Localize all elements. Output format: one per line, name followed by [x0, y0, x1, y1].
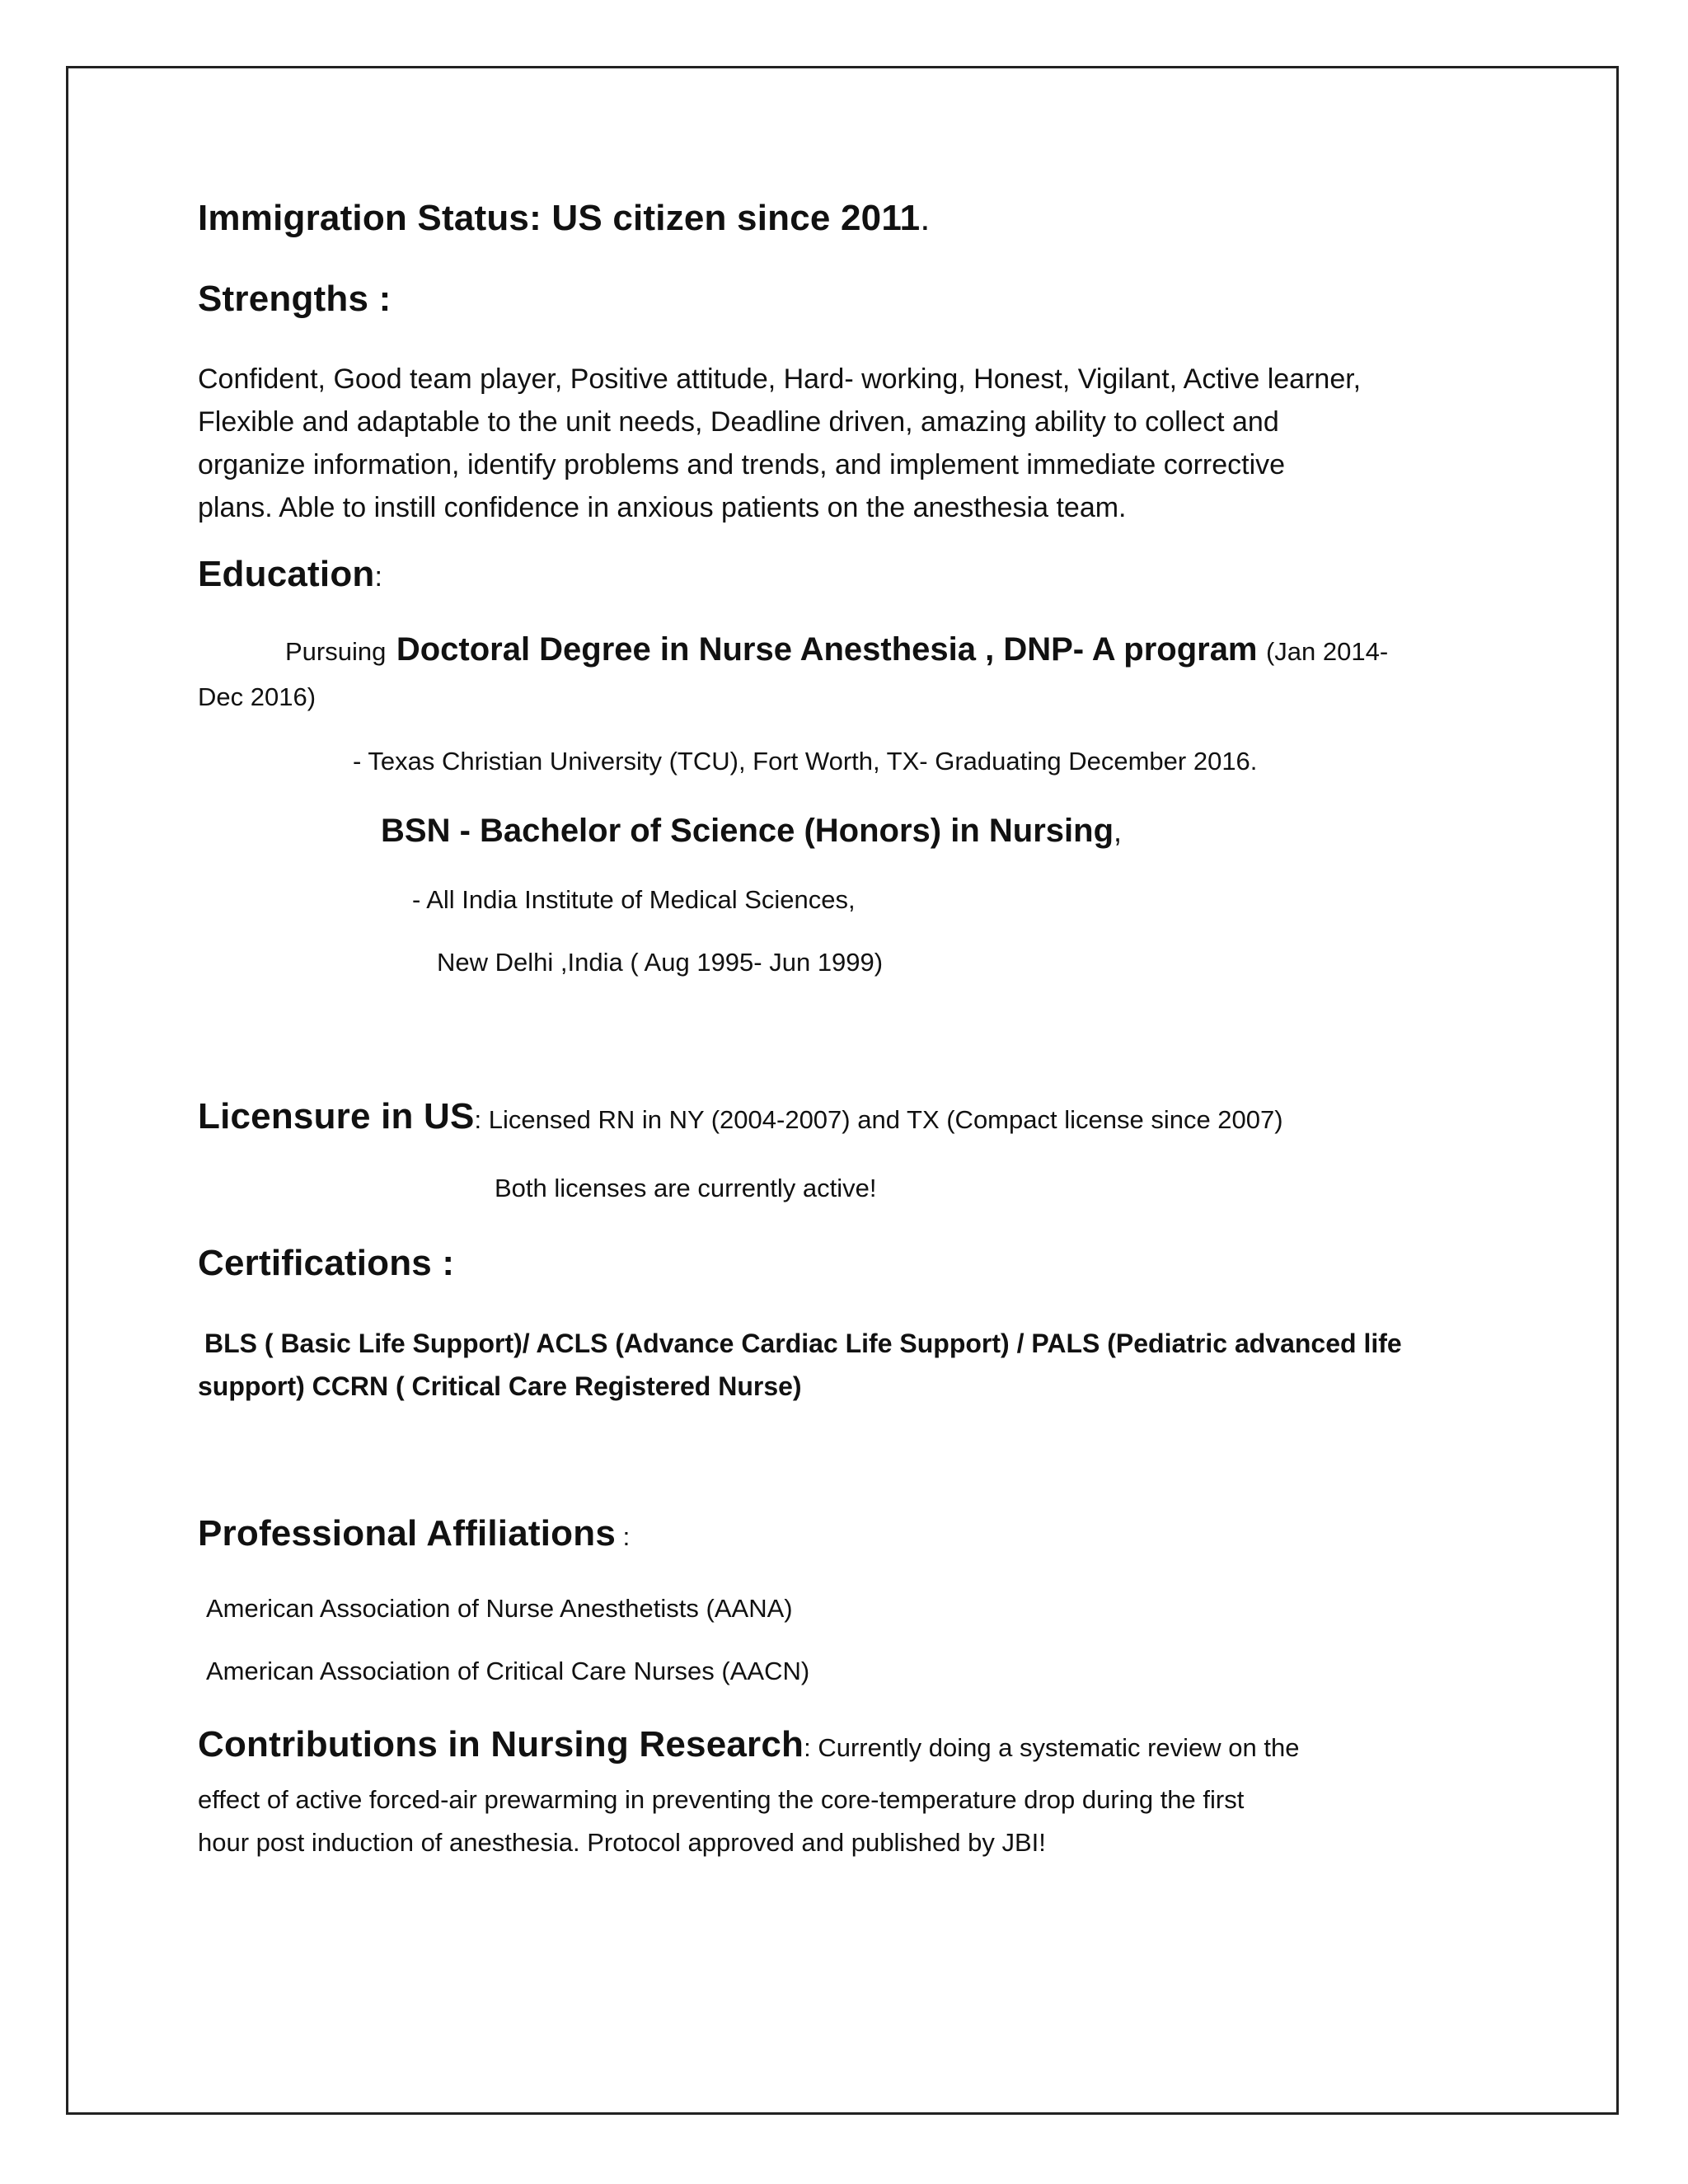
- dnp-dates-end: Dec 2016): [198, 682, 316, 711]
- strengths-line: plans. Able to instill confidence in anxious patients on the anesthesia team.: [198, 492, 1127, 523]
- research-heading-line: [198, 1724, 1299, 1765]
- certifications-line: BLS ( Basic Life Support)/ ACLS (Advance Cardiac Life Support) / PALS (Pediatric advanced life: [204, 1329, 1402, 1358]
- immigration-status-tail: .: [920, 198, 931, 238]
- certifications-heading: Certifications :: [198, 1243, 455, 1283]
- licensure-detail: : Licensed RN in NY (2004-2007) and TX (Compact license since 2007): [474, 1105, 1283, 1134]
- research-heading: Contributions in Nursing Research: [198, 1724, 804, 1765]
- strengths-line: organize information, identify problems and trends, and implement immediate corrective: [198, 449, 1286, 480]
- research-line: effect of active forced-air prewarming in preventing the core-temperature drop during the first: [198, 1785, 1245, 1814]
- dnp-school: - Texas Christian University (TCU), Fort Worth, TX- Graduating December 2016.: [353, 747, 1258, 776]
- affiliations-heading-tail: :: [616, 1522, 631, 1551]
- strengths-line: Confident, Good team player, Positive attitude, Hard- working, Honest, Vigilant, Active learner,: [198, 363, 1362, 395]
- dnp-degree: Doctoral Degree in Nurse Anesthesia , DNP- A program: [396, 631, 1258, 668]
- certifications-list-cont: [198, 1365, 802, 1408]
- immigration-status-label: Immigration Status: US citizen since 2011: [198, 198, 921, 238]
- affiliations-heading-line: [198, 1513, 630, 1554]
- research-paragraph: [198, 1779, 1244, 1864]
- bsn-degree: BSN - Bachelor of Science (Honors) in Nursing: [381, 813, 1114, 849]
- licensure-note: Both licenses are currently active!: [495, 1174, 877, 1202]
- research-heading-tail: : Currently doing a systematic review on the: [804, 1733, 1300, 1762]
- education-heading: [198, 554, 382, 595]
- immigration-status: [198, 198, 931, 239]
- certifications-list: [204, 1322, 1402, 1365]
- affiliations-heading: Professional Affiliations: [198, 1513, 617, 1554]
- bsn-school: - All India Institute of Medical Sciences,: [412, 885, 856, 914]
- strengths-heading: Strengths :: [198, 279, 392, 319]
- licensure-line: [198, 1096, 1283, 1137]
- dnp-degree-line: [285, 631, 1388, 668]
- affiliation-item: American Association of Nurse Anesthetists (AANA): [206, 1594, 793, 1623]
- licensure-heading: Licensure in US: [198, 1096, 475, 1137]
- bsn-location: New Delhi ,India ( Aug 1995- Jun 1999): [437, 948, 884, 977]
- bsn-degree-tail: ,: [1114, 814, 1123, 848]
- strengths-paragraph: [198, 358, 1361, 529]
- research-line: hour post induction of anesthesia. Protocol approved and published by JBI!: [198, 1828, 1046, 1857]
- education-heading-label: Education: [198, 554, 375, 594]
- dnp-prefix: Pursuing: [285, 637, 387, 666]
- bsn-degree-line: [381, 813, 1122, 850]
- education-heading-tail: :: [374, 561, 383, 593]
- strengths-line: Flexible and adaptable to the unit needs, Deadline driven, amazing ability to collect and: [198, 406, 1279, 438]
- affiliation-item: American Association of Critical Care Nurses (AACN): [206, 1657, 810, 1685]
- dnp-dates-start: (Jan 2014-: [1265, 637, 1389, 666]
- certifications-line: support) CCRN ( Critical Care Registered Nurse): [198, 1371, 802, 1401]
